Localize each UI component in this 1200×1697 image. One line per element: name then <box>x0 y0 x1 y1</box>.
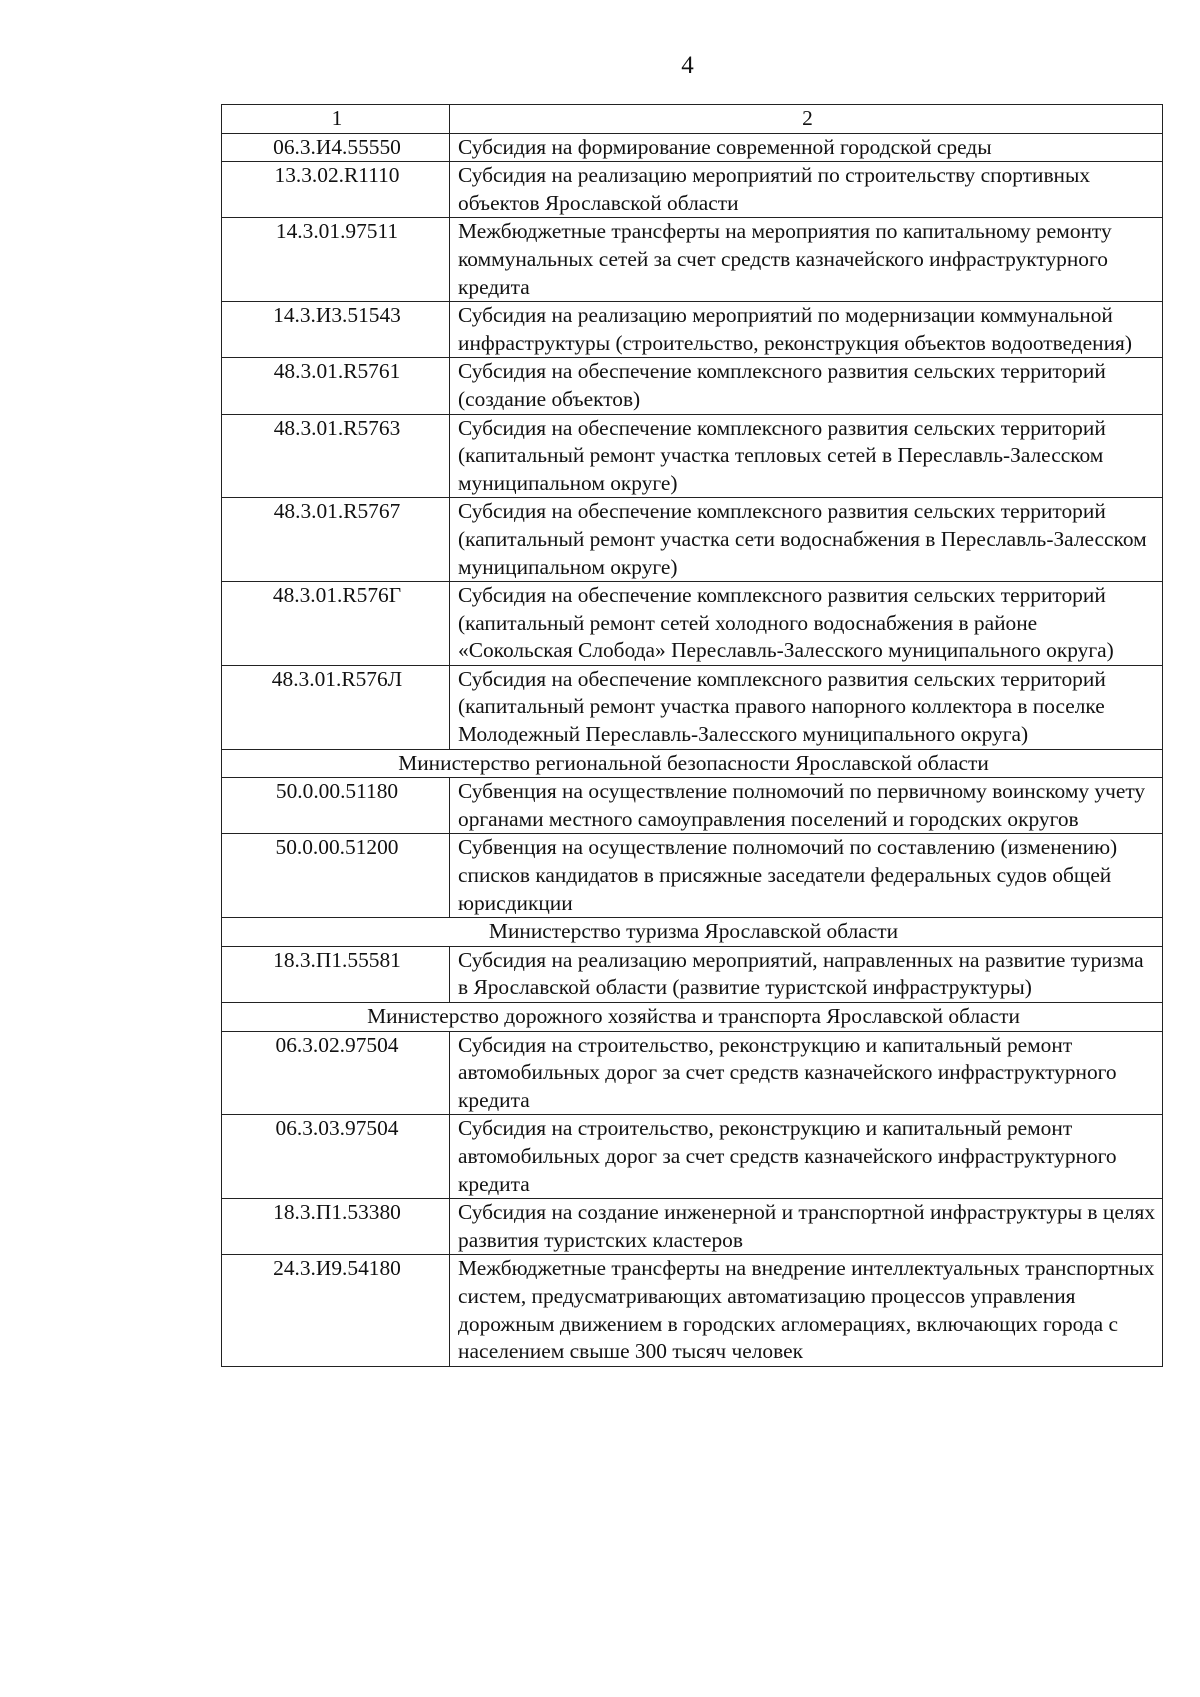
description-cell: Субсидия на обеспечение комплексного развития сельских территорий (капитальный ремонт участка сети водоснабжения в Переславль-Залесском муниципальном округе) <box>450 498 1163 582</box>
table-row <box>222 665 1163 749</box>
budget-code-cell: 48.3.01.R576Л <box>222 665 450 749</box>
description-cell: Субсидия на создание инженерной и транспортной инфраструктуры в целях развития туристских кластеров <box>450 1199 1163 1255</box>
budget-code-cell: 14.3.И3.51543 <box>222 302 450 358</box>
table-row <box>222 358 1163 414</box>
budget-code-cell: 48.3.01.R576Г <box>222 582 450 666</box>
table-row <box>222 778 1163 834</box>
table-header-row <box>222 105 1163 134</box>
section-title: Министерство региональной безопасности Ярославской области <box>222 749 1163 778</box>
section-row <box>222 918 1163 947</box>
budget-code-cell: 50.0.00.51200 <box>222 834 450 918</box>
section-row <box>222 749 1163 778</box>
table-row <box>222 582 1163 666</box>
table-row <box>222 133 1163 162</box>
budget-code-cell: 24.3.И9.54180 <box>222 1255 450 1366</box>
budget-code-cell: 48.3.01.R5761 <box>222 358 450 414</box>
description-cell: Субвенция на осуществление полномочий по первичному воинскому учету органами местного самоуправления поселений и городских округов <box>450 778 1163 834</box>
table-row <box>222 162 1163 218</box>
page-number: 4 <box>681 52 694 79</box>
budget-code-cell: 50.0.00.51180 <box>222 778 450 834</box>
budget-code-cell: 48.3.01.R5763 <box>222 414 450 498</box>
description-cell: Субсидия на реализацию мероприятий по строительству спортивных объектов Ярославской области <box>450 162 1163 218</box>
table-row <box>222 946 1163 1002</box>
description-cell: Субсидия на обеспечение комплексного развития сельских территорий (капитальный ремонт участка правого напорного коллектора в поселке Молодежный Переславль-Залесского муниципального округа) <box>450 665 1163 749</box>
budget-code-cell: 06.3.И4.55550 <box>222 133 450 162</box>
budget-code-cell: 06.3.02.97504 <box>222 1031 450 1115</box>
budget-code-cell: 06.3.03.97504 <box>222 1115 450 1199</box>
description-cell: Субсидия на строительство, реконструкцию и капитальный ремонт автомобильных дорог за счет средств казначейского инфраструктурного кредита <box>450 1031 1163 1115</box>
budget-codes-table <box>221 104 1163 1367</box>
description-cell: Субсидия на обеспечение комплексного развития сельских территорий (создание объектов) <box>450 358 1163 414</box>
description-cell: Межбюджетные трансферты на мероприятия по капитальному ремонту коммунальных сетей за счет средств казначейского инфраструктурного кредита <box>450 218 1163 302</box>
budget-code-cell: 48.3.01.R5767 <box>222 498 450 582</box>
table-row <box>222 498 1163 582</box>
budget-code-cell: 14.3.01.97511 <box>222 218 450 302</box>
column-header-1: 1 <box>222 105 450 134</box>
section-title: Министерство туризма Ярославской области <box>222 918 1163 947</box>
budget-code-cell: 18.3.П1.55581 <box>222 946 450 1002</box>
table-row <box>222 834 1163 918</box>
table-row <box>222 414 1163 498</box>
budget-code-cell: 18.3.П1.53380 <box>222 1199 450 1255</box>
description-cell: Субсидия на строительство, реконструкцию и капитальный ремонт автомобильных дорог за счет средств казначейского инфраструктурного кредита <box>450 1115 1163 1199</box>
budget-code-cell: 13.3.02.R1110 <box>222 162 450 218</box>
table-row <box>222 1115 1163 1199</box>
section-title: Министерство дорожного хозяйства и транспорта Ярославской области <box>222 1003 1163 1032</box>
table-row <box>222 1199 1163 1255</box>
description-cell: Субсидия на обеспечение комплексного развития сельских территорий (капитальный ремонт участка тепловых сетей в Переславль-Залесском муниципальном округе) <box>450 414 1163 498</box>
section-row <box>222 1003 1163 1032</box>
table-row <box>222 302 1163 358</box>
column-header-2: 2 <box>450 105 1163 134</box>
description-cell: Субсидия на реализацию мероприятий по модернизации коммунальной инфраструктуры (строительство, реконструкция объектов водоотведения) <box>450 302 1163 358</box>
description-cell: Субвенция на осуществление полномочий по составлению (изменению) списков кандидатов в присяжные заседатели федеральных судов общей юрисдикции <box>450 834 1163 918</box>
description-cell: Субсидия на формирование современной городской среды <box>450 133 1163 162</box>
description-cell: Субсидия на обеспечение комплексного развития сельских территорий (капитальный ремонт сетей холодного водоснабжения в районе «Сокольская Слобода» Переславль-Залесского муниципального округа) <box>450 582 1163 666</box>
description-cell: Субсидия на реализацию мероприятий, направленных на развитие туризма в Ярославской области (развитие туристской инфраструктуры) <box>450 946 1163 1002</box>
description-cell: Межбюджетные трансферты на внедрение интеллектуальных транспортных систем, предусматривающих автоматизацию процессов управления дорожным движением в городских агломерациях, включающих города с населением свыше 300 тысяч человек <box>450 1255 1163 1366</box>
table-row <box>222 218 1163 302</box>
table-row <box>222 1031 1163 1115</box>
table-row <box>222 1255 1163 1366</box>
